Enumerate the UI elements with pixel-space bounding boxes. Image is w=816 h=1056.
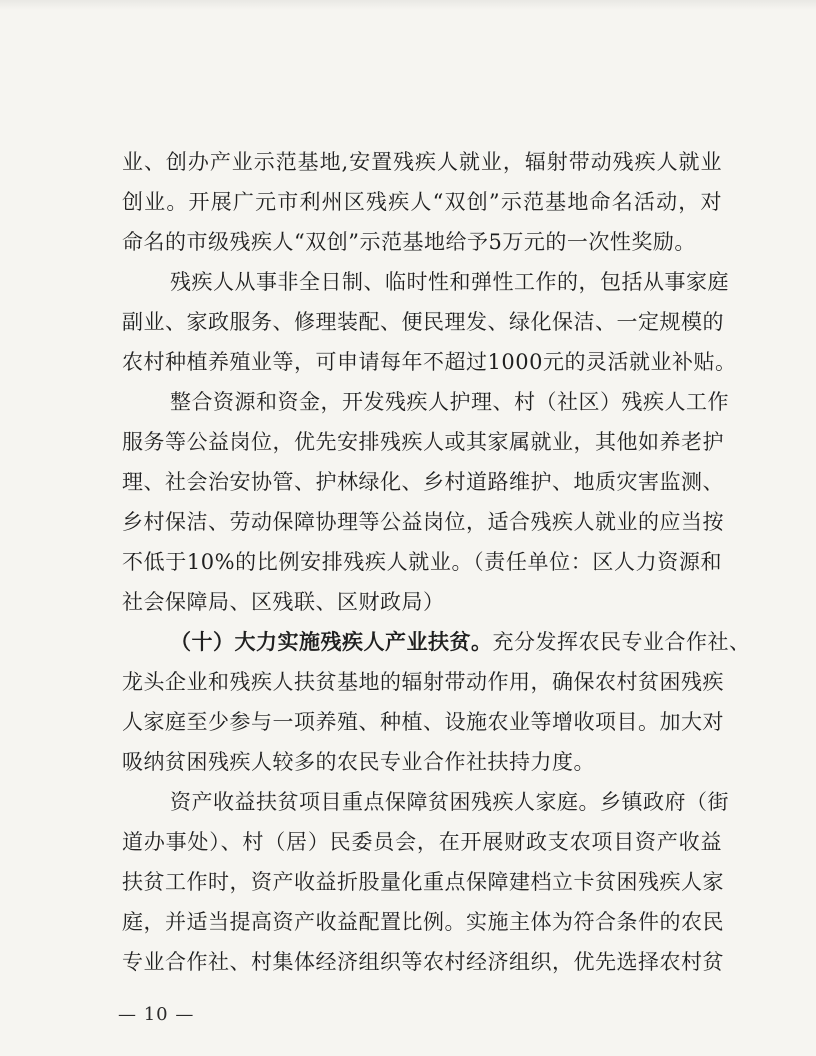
body-line: 扶贫工作时，资产收益折股量化重点保障建档立卡贫困残疾人家 [122,870,724,894]
body-line: 副业、家政服务、修理装配、便民理发、绿化保洁、一定规模的 [122,310,724,334]
section-heading-line [170,629,751,654]
body-line: 服务等公益岗位，优先安排残疾人或其家属就业，其他如养老护 [122,430,724,454]
body-line: 庭，并适当提高资产收益配置比例。实施主体为符合条件的农民 [122,910,724,934]
body-line: 道办事处）、村（居）民委员会，在开展财政支农项目资产收益 [122,830,722,854]
scan-edge-shadow [0,0,816,10]
body-line: 不低于10%的比例安排残疾人就业。（责任单位：区人力资源和 [122,550,722,574]
body-line: 命名的市级残疾人“双创”示范基地给予5万元的一次性奖励。 [122,230,696,254]
body-line: 人家庭至少参与一项养殖、种植、设施农业等增收项目。加大对 [122,710,724,734]
body-line: 业、创办产业示范基地,安置残疾人就业，辐射带动残疾人就业 [122,150,722,174]
body-line: 残疾人从事非全日制、临时性和弹性工作的，包括从事家庭 [170,270,729,294]
body-line: 专业合作社、村集体经济组织等农村经济组织，优先选择农村贫 [122,950,724,974]
body-line: 创业。开展广元市利州区残疾人“双创”示范基地命名活动，对 [122,190,722,214]
body-line: 理、社会治安协管、护林绿化、乡村道路维护、地质灾害监测、 [122,470,724,494]
body-line: 整合资源和资金，开发残疾人护理、村（社区）残疾人工作 [170,390,729,414]
body-line: 社会保障局、区残联、区财政局） [122,590,445,614]
body-line: 龙头企业和残疾人扶贫基地的辐射带动作用，确保农村贫困残疾 [122,670,724,694]
section-heading: （十）大力实施残疾人产业扶贫。 [170,629,493,654]
body-line: 乡村保洁、劳动保障协理等公益岗位，适合残疾人就业的应当按 [122,510,724,534]
body-line: 农村种植养殖业等，可申请每年不超过1000元的灵活就业补贴。 [122,350,737,374]
body-text: 充分发挥农民专业合作社、 [492,630,751,654]
page-number: — 10 — [118,1004,195,1025]
body-line: 资产收益扶贫项目重点保障贫困残疾人家庭。乡镇政府（街 [170,790,729,814]
body-line: 吸纳贫困残疾人较多的农民专业合作社扶持力度。 [122,750,595,774]
